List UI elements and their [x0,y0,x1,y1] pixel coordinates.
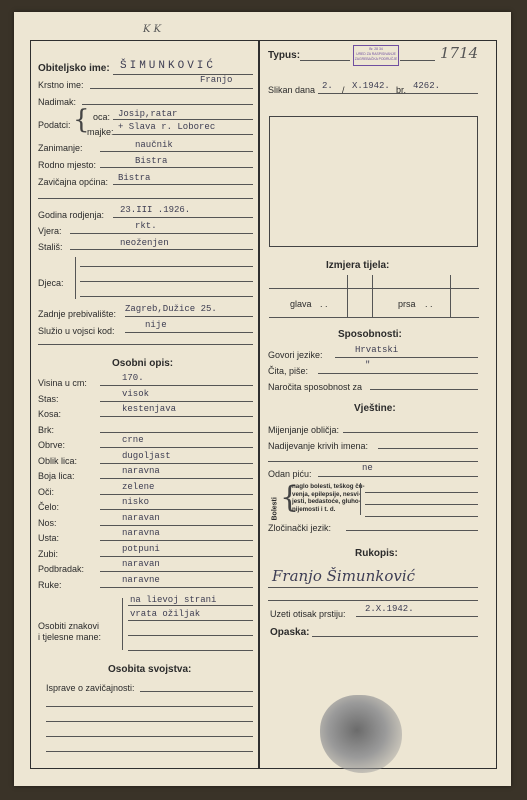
documents-line-3 [46,721,253,722]
photo-box [269,116,478,247]
head-dots: . . [320,299,328,309]
description-title: Osobni opis: [112,358,174,369]
description-line [100,401,253,402]
skill-line-1 [343,432,478,433]
description-line [100,556,253,557]
documents-line-4 [46,736,253,737]
nickname-line [82,104,253,105]
description-label: Visina u cm: [38,378,87,388]
measure-col-2 [372,275,373,317]
illness-brace: { [280,480,300,515]
measure-col-3 [450,275,451,317]
marks-value-1: na lievoj strani [130,595,217,605]
birthplace-line [100,167,253,168]
first-name-label: Krstno ime: [38,80,84,90]
card-number: 1714 [440,44,479,62]
description-line [100,416,253,417]
column-divider [258,40,260,768]
status-line [70,249,253,250]
last-residence-label: Zadnje prebivalište: [38,309,117,319]
description-value: zelene [122,481,155,492]
measure-col-1 [347,275,348,317]
photo-number: 4262. [413,81,441,91]
description-value: naravne [122,574,160,585]
chest-label: prsa [398,299,416,309]
description-value: naravan [122,512,160,523]
illness-bracket [360,483,361,515]
description-value: visok [122,388,150,399]
marks-line-1 [128,605,253,606]
parents-brace: { [73,105,90,135]
mother-label: majke: [87,127,114,137]
office-stamp: Br. 28 34 URED ZA RASPISIVANJE ZAGREBAČKA PODRUČJE [353,45,399,66]
surname-value: ŠIMUNKOVIĆ [120,60,217,72]
status-value: neoženjen [120,238,169,248]
drinking-label: Odan piću: [268,469,312,479]
marks-line-3 [128,635,253,636]
description-line [100,540,253,541]
languages-label: Govori jezike: [268,350,323,360]
description-line [100,494,253,495]
status-label: Stališ: [38,242,63,252]
marks-line-4 [128,650,253,651]
photo-date-label: Slikan dana [268,85,316,95]
drinking-value: ne [362,463,373,473]
birth-year-label: Godina rodjenja: [38,210,105,220]
reads-label: Čita, piše: [268,366,309,376]
description-value: kestenjava [122,404,177,414]
home-municipality-label: Zavičajna općina: [38,177,109,187]
children-label: Djeca: [38,278,64,288]
measure-line-bottom [269,317,479,318]
description-label: Usta: [38,533,60,543]
fingerprint-date-line [356,616,478,617]
parents-label: Podatci: [38,120,71,130]
occupation-line [100,151,253,152]
abilities-title: Sposobnosti: [338,329,402,340]
description-label: Oblik lica: [38,455,78,466]
surname-label: Obiteljsko ime: [38,63,110,74]
religion-label: Vjera: [38,226,62,236]
skill-line-3 [268,461,478,462]
description-label: Podbradak: [38,564,85,574]
description-label: Ruke: [38,579,62,590]
military-label: Služio u vojsci kod: [38,326,115,336]
description-value: nisko [122,497,150,507]
signature-line-2 [268,600,478,601]
marks-label-2: i tjelesne mane: [38,632,102,642]
description-line [100,509,253,510]
last-residence-line [125,316,253,317]
documents-line-2 [46,706,253,707]
signature: Franjo Šimunković [272,567,416,585]
criminal-language-label: Zločinački jezik: [268,523,332,533]
illness-line-1 [365,492,478,493]
description-value: naravna [122,466,160,476]
description-label: Kosa: [38,409,62,419]
father-line [113,119,253,120]
skills-title: Vještine: [354,403,396,414]
head-label: glava [290,299,312,309]
illness-line-3 [365,516,478,517]
type-line [300,60,350,61]
illness-side-label: Bolesti [271,497,279,521]
special-ability-line [370,389,478,390]
military-value: nije [145,320,167,330]
fingerprint-date-label: Uzeti otisak prstiju: [270,609,346,619]
type-label: Typus: [268,50,301,61]
description-line [100,447,253,448]
nickname-label: Nadimak: [38,97,77,107]
marks-bracket [122,598,123,650]
skill-shape-change: Mijenjanje obličja: [268,425,340,435]
description-label: Nos: [38,517,57,528]
military-line [125,332,253,333]
languages-line [335,357,478,358]
fingerprint [320,695,402,773]
blank-line [38,198,253,199]
documents-line [140,691,253,692]
last-residence-value: Zagreb,Dužice 25. [125,304,217,314]
mother-value: + Slava r. Loborec [118,122,216,132]
description-value: naravna [122,528,160,538]
description-value: dugoljast [122,450,171,461]
documents-line-5 [46,751,253,752]
top-note: K K [143,24,162,35]
chest-dots: . . [425,299,433,309]
description-line [100,571,253,572]
body-measure-title: Izmjera tijela: [326,260,390,271]
description-value: 170. [122,373,144,383]
occupation-value: naučnik [135,140,173,150]
description-label: Oči: [38,486,55,497]
photo-day: 2. [322,81,333,91]
marks-label: Osobiti znakovi [38,621,100,631]
type-line-2 [400,60,435,61]
description-line [100,463,253,464]
children-line-1 [80,266,253,267]
photo-no-label: br. [396,85,407,95]
occupation-label: Zanimanje: [38,143,83,153]
remark-label: Opaska: [270,627,310,638]
description-label: Stas: [38,393,59,404]
fingerprint-date-value: 2.X.1942. [365,604,414,614]
description-line [100,587,253,588]
photo-slash: / [342,85,345,95]
birth-year-line [113,217,253,218]
home-municipality-value: Bistra [118,173,151,183]
description-line [100,385,253,386]
skill-line-2 [378,448,478,449]
handwriting-title: Rukopis: [355,548,398,559]
description-line [100,478,253,479]
description-label: Boja lica: [38,471,75,481]
children-line-2 [80,281,253,282]
home-municipality-line [113,184,253,185]
description-value: naravan [122,559,160,569]
children-bracket [75,257,76,299]
remark-line [312,636,478,637]
first-name-value: Franjo [200,75,233,85]
description-value: crne [122,435,144,445]
illness-text: naglo bolesti, teškog ču- venja, epilepsije, nesvi- jesti, bedastoće, gluho- nijemosti i t. d. [292,483,365,513]
signature-line [268,587,478,588]
skill-false-names: Nadijevanje krivih imena: [268,441,369,451]
measure-line-top [269,288,479,289]
mother-line [113,134,253,135]
illness-line-2 [365,504,478,505]
drinking-line [318,476,478,477]
children-line-3 [80,296,253,297]
documents-label: Isprave o zavičajnosti: [46,683,135,693]
birth-year-value: 23.III .1926. [120,205,191,215]
religion-value: rkt. [135,221,157,231]
reads-value: " [365,360,371,370]
description-value: potpuni [122,543,160,554]
reads-line [318,373,478,374]
father-value: Josip,ratar [118,109,178,119]
description-label: Brk: [38,424,55,435]
languages-value: Hrvatski [355,345,399,355]
religion-line [70,233,253,234]
father-label: oca: [93,112,111,122]
traits-title: Osobita svojstva: [108,664,192,675]
photo-month-year: X.1942. [352,81,390,91]
marks-value-2: vrata ožiljak [130,609,201,619]
special-ability-label: Naročita sposobnost za [268,382,363,392]
description-line [100,432,253,433]
criminal-language-line [346,530,478,531]
birthplace-label: Rodno mjesto: [38,160,97,170]
blank-line [38,344,253,345]
description-label: Obrve: [38,440,66,450]
description-line [100,525,253,526]
description-label: Zubi: [38,548,59,559]
birthplace-value: Bistra [135,156,168,166]
photo-line [318,93,478,94]
marks-line-2 [128,620,253,621]
description-label: Čelo: [38,502,60,512]
first-name-line [90,88,253,89]
